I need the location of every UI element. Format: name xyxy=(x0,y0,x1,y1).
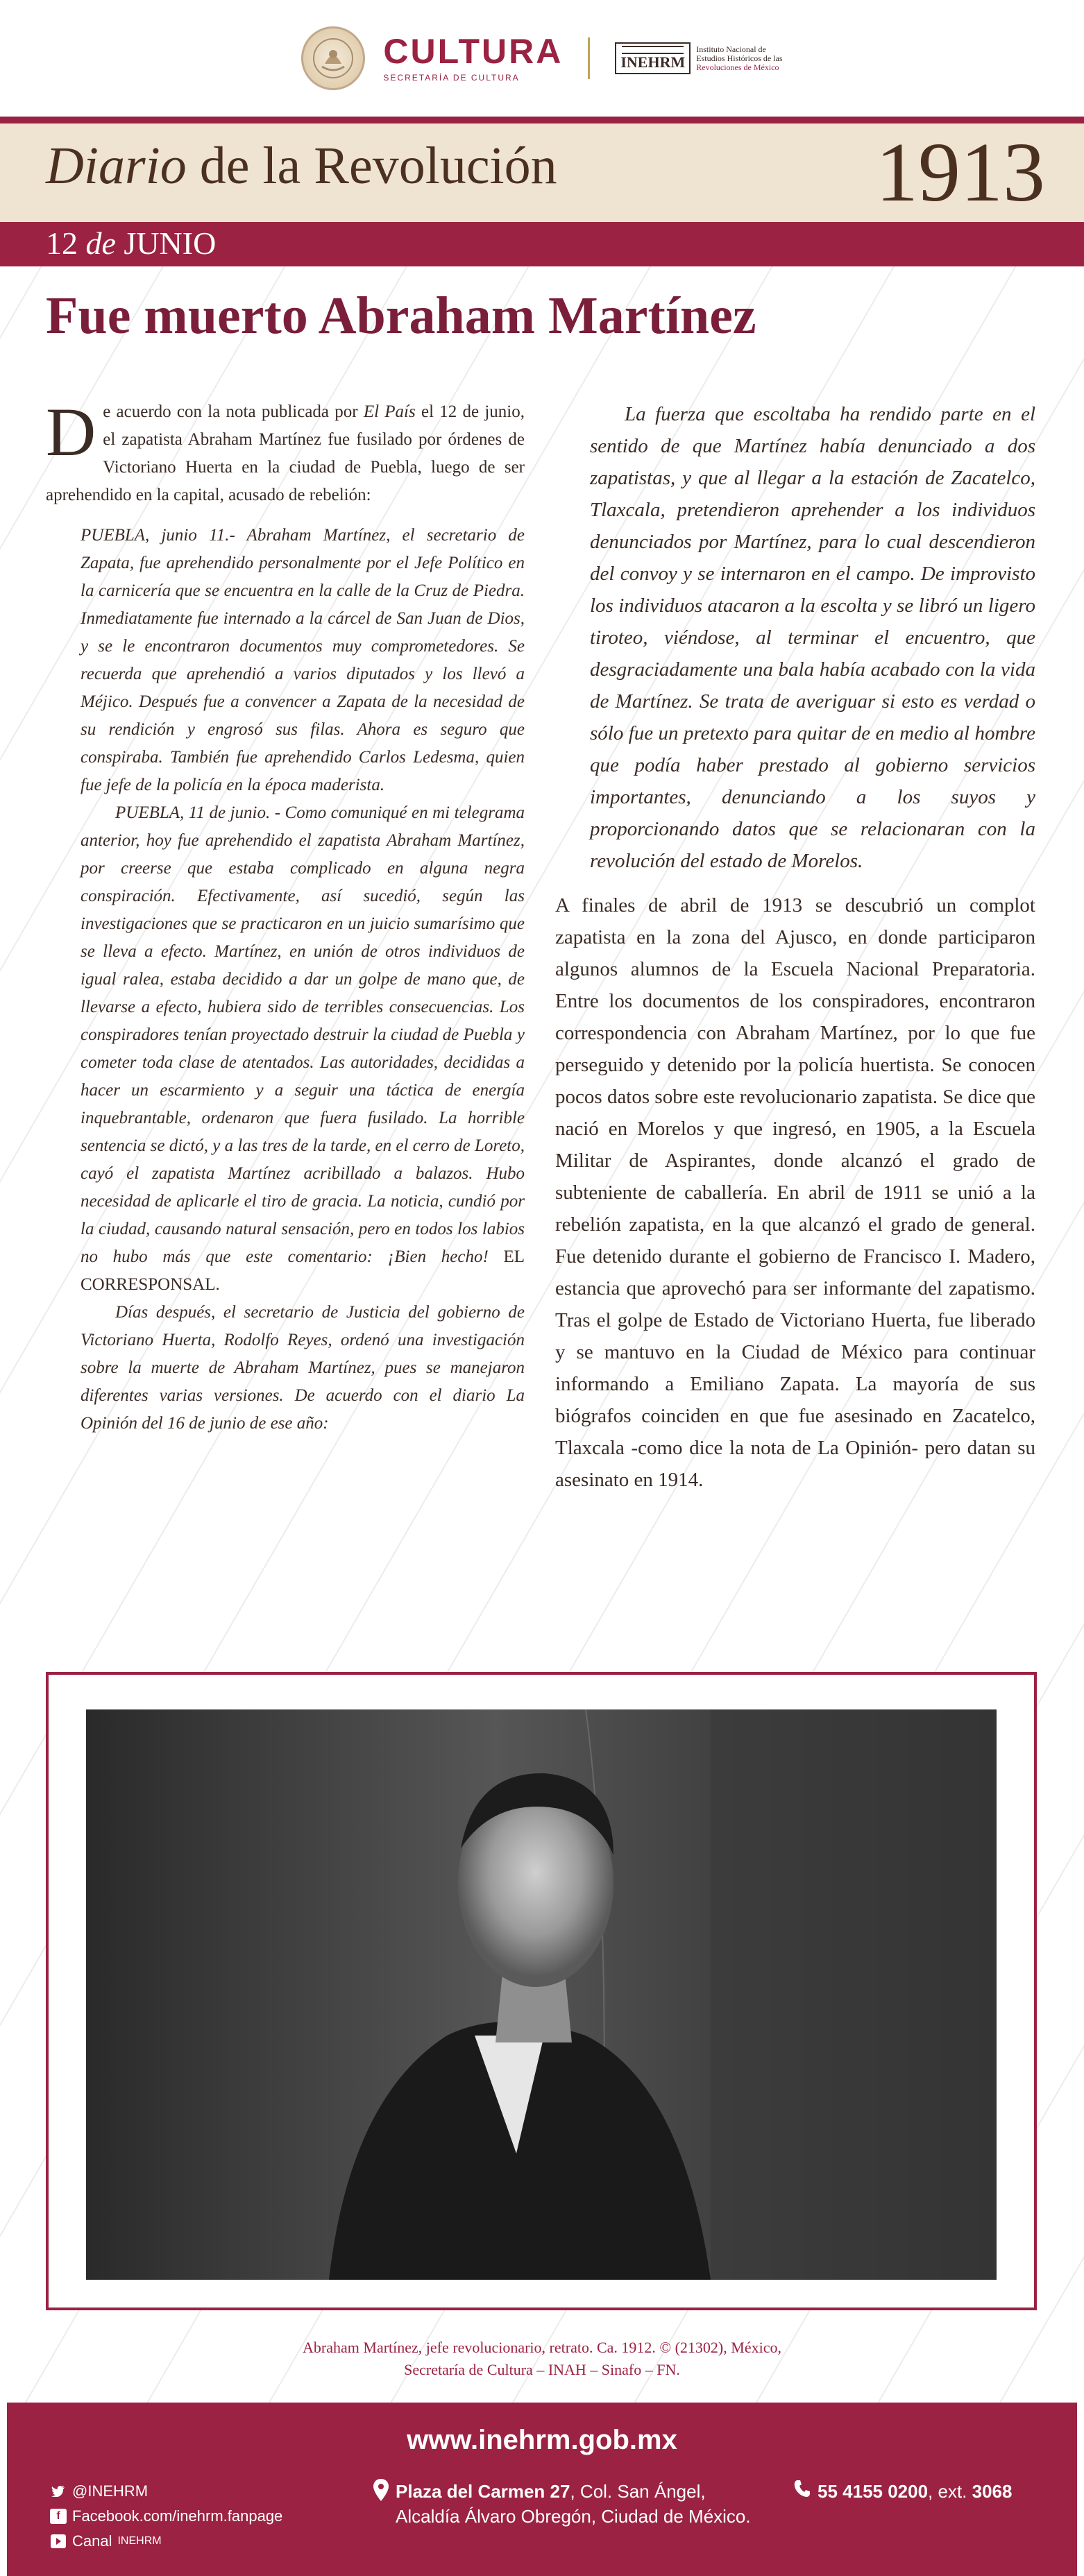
closing-paragraph: A finales de abril de 1913 se descubrió un complot zapatista en la zona del Ajusco, en donde participaron algunos alumnos de la Escuela Nacional Preparatoria. Entre los documentos de los conspiradores, encontraron correspondencia con Abraham Martínez, por lo que fue perseguido y detenido por la policía huertista. Se conocen pocos datos sobre este revolucionario zapatista. Se dice que nació en Morelos y que ingresó, en 1905, a la Escuela Militar de Aspirantes, donde alcanzó el grado de subteniente de caballería. En abril de 1911 se unió a la rebelión zapatista, en la que alcanzó el grado de general. Fue detenido durante el gobierno de Francisco I. Madero, estancia que aprovechó para ser informante del zapatismo. Tras el golpe de Estado de Victoriano Huerta, fue liberado y se mantuvo en la Ciudad de México para continuar informando a Emiliano Zapata. La mayoría de sus biógrafos coinciden en que fue asesinado en Zacatelco, Tlaxcala -como dice la nota de La Opinión- pero datan su asesinato en 1914. xyxy=(555,894,1035,1491)
facebook-link[interactable]: f Facebook.com/inehrm.fanpage xyxy=(50,2504,282,2529)
photo-frame xyxy=(46,1672,1037,2310)
youtube-link[interactable]: Canal INEHRM xyxy=(50,2529,282,2554)
cultura-subtitle: SECRETARÍA DE CULTURA xyxy=(383,73,520,83)
website-link[interactable]: www.inehrm.gob.mx xyxy=(407,2425,677,2455)
twitter-bird-icon xyxy=(50,2484,67,2499)
quote-block-1: PUEBLA, junio 11.- Abraham Martínez, el secretario de Zapata, fue aprehendido personalmente por el Jefe Político en la carnicería que se encuentra en la calle de la Cruz de Piedra. Inmediatamente fue internado a la cárcel de San Juan de Dios, y se le encontraron documentos muy comprometedores. Se recuerda que aprehendió a varios diputados y los llevó a Méjico. Después fue a convencer a Zapata de la necesidad de su rendición y engrosó sus filas. Ahora es seguro que conspiraba. También fue aprehendido Carlos Ledesma, quien fue jefe de la policía en la época maderista. xyxy=(81,526,525,794)
date-label: 12 de JUNIO xyxy=(46,225,217,261)
logo-bar xyxy=(0,0,1084,117)
year-label: 1913 xyxy=(876,126,1045,219)
inehrm-wordmark: INEHRM xyxy=(615,42,691,74)
intro-paragraph: De acuerdo con la nota publicada por El País el 12 de junio, el zapatista Abraham Martínez fue fusilado por órdenes de Victoriano Huerta en la ciudad de Puebla, luego de ser aprehendido en la capital, acusado de rebelión: xyxy=(46,393,525,504)
youtube-icon xyxy=(50,2534,67,2549)
quote-block-2: PUEBLA, 11 de junio. - Como comuniqué en mi telegrama anterior, hoy fue aprehendido el zapatista Abraham Martínez, por creerse que estaba complicado en alguna negra conspiración. Efectivamente, así sucedió, según las investigaciones que se practicaron en un juicio sumarísimo que se lleva a efecto. Martínez, en unión de otros individuos de igual ralea, estaba decidido a dar un golpe de mano que, de llevarse a efecto, hubiera sido de terribles consecuencias. Los conspiradores tenían proyectado destruir la ciudad de Puebla y cometer toda clase de atentados. Las autoridades, decididas a hacer un escarmiento y a seguir una táctica de energía inquebrantable, ordenaron que fuera fusilado. La horrible sentencia se dictó, y a las tres de la tarde, en el cerro de Loreto, cayó el zapatista Martínez acribillado a balazos. Hubo necesidad de aplicarle el tiro de gracia. La noticia, cundió por la ciudad, causando natural sensación, pero en todos los labios no hubo más que este comentario: ¡Bien hecho! EL CORRESPONSAL. xyxy=(81,803,525,1294)
phone-icon xyxy=(794,2479,811,2504)
quote-signature: EL CORRESPONSAL. xyxy=(81,1247,525,1294)
cultura-logo xyxy=(383,34,563,83)
location-pin-icon xyxy=(373,2479,389,2529)
quote-block-3: La fuerza que escoltaba ha rendido parte en el sentido de que Martínez había denunciado a dos zapatistas, y que al llegar a la estación de Zacatelco, Tlaxcala, pretendieron aprehender a los individuos denunciados por Martínez, para lo cual descendieron del convoy y se internaron en el campo. De improvisto los individuos atacaron a la escolta y se libró un ligero tiroteo, viéndose, al terminar el encuentro, que desgraciadamente una bala había acabado con la vida de Martínez. Se trata de averiguar si esto es verdad o sólo fue un pretexto para quitar de en medio al hombre que podía haber prestado al gobierno servicios importantes, denunciando a los suyos y proporcionando datos que se relacionaran con la revolución del estado de Morelos. xyxy=(590,403,1035,872)
inehrm-fullname: Instituto Nacional de Estudios Históricos de las Revoluciones de México xyxy=(696,44,783,72)
facebook-icon: f xyxy=(50,2509,67,2524)
article-column-left xyxy=(46,393,525,1438)
twitter-link[interactable]: @INEHRM xyxy=(50,2479,282,2504)
phone-block: 55 4155 0200, ext. 3068 xyxy=(794,2479,1012,2504)
logo-divider xyxy=(588,37,590,79)
article-headline: Fue muerto Abraham Martínez xyxy=(46,287,756,345)
inehrm-logo xyxy=(615,42,782,74)
drop-cap: D xyxy=(46,393,96,470)
national-seal-icon xyxy=(301,26,365,90)
article-column-right xyxy=(555,398,1035,1496)
address-block: Plaza del Carmen 27, Col. San Ángel, Alcaldía Álvaro Obregón, Ciudad de México. xyxy=(373,2479,751,2529)
social-links xyxy=(50,2479,282,2554)
date-band xyxy=(0,222,1084,266)
series-title: Diario de la Revolución xyxy=(46,137,557,195)
top-rule xyxy=(0,117,1084,123)
footer xyxy=(7,2403,1077,2576)
cultura-wordmark: CULTURA xyxy=(383,32,564,71)
portrait-photo xyxy=(86,1709,997,2280)
title-band xyxy=(0,123,1084,222)
investigation-paragraph-start: Días después, el secretario de Justicia del gobierno de Victoriano Huerta, Rodolfo Reyes, ordenó una investigación sobre la muerte de Abraham Martínez, pues se manejaron diferentes varias versiones. De acuerdo con el diario La Opinión del 16 de junio de ese año: xyxy=(81,1303,525,1433)
photo-caption: Abraham Martínez, jefe revolucionario, retrato. Ca. 1912. © (21302), México, Secretaría de Cultura – INAH – Sinafo – FN. xyxy=(303,2339,781,2378)
